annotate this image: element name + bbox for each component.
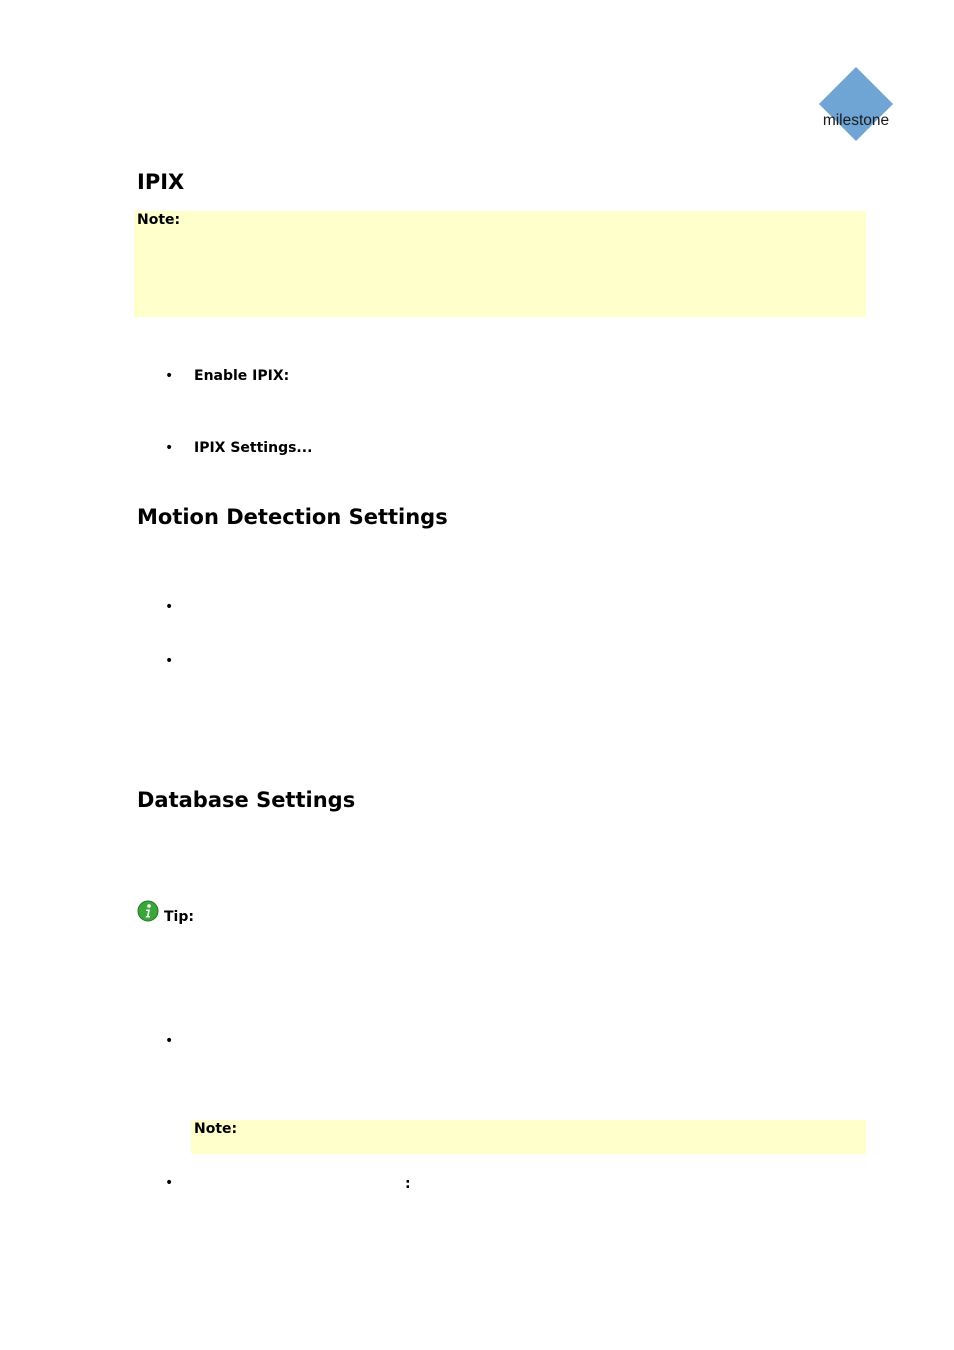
database-colon: :	[405, 1176, 411, 1192]
bullet-database-2: •	[165, 1175, 174, 1191]
bullet-enable-ipix: •	[165, 368, 174, 384]
milestone-logo	[818, 66, 894, 142]
section-title-ipix: IPIX	[137, 170, 185, 194]
logo-text: milestone	[822, 112, 890, 129]
note-box-ipix	[134, 211, 866, 317]
bullet-motion-2: •	[165, 653, 174, 669]
bullet-ipix-settings: •	[165, 440, 174, 456]
info-icon	[137, 900, 159, 922]
note-label-database: Note:	[194, 1121, 238, 1137]
tip-label: Tip:	[164, 909, 194, 925]
bullet-database-1: •	[165, 1033, 174, 1049]
note-box-database	[191, 1120, 866, 1154]
ipix-settings-label: IPIX Settings...	[194, 440, 313, 456]
section-title-database: Database Settings	[137, 788, 356, 812]
milestone-diamond-icon	[818, 66, 894, 142]
note-label-ipix: Note:	[137, 212, 181, 228]
section-title-motion-detection: Motion Detection Settings	[137, 505, 448, 529]
enable-ipix-label: Enable IPIX:	[194, 368, 290, 384]
bullet-motion-1: •	[165, 599, 174, 615]
